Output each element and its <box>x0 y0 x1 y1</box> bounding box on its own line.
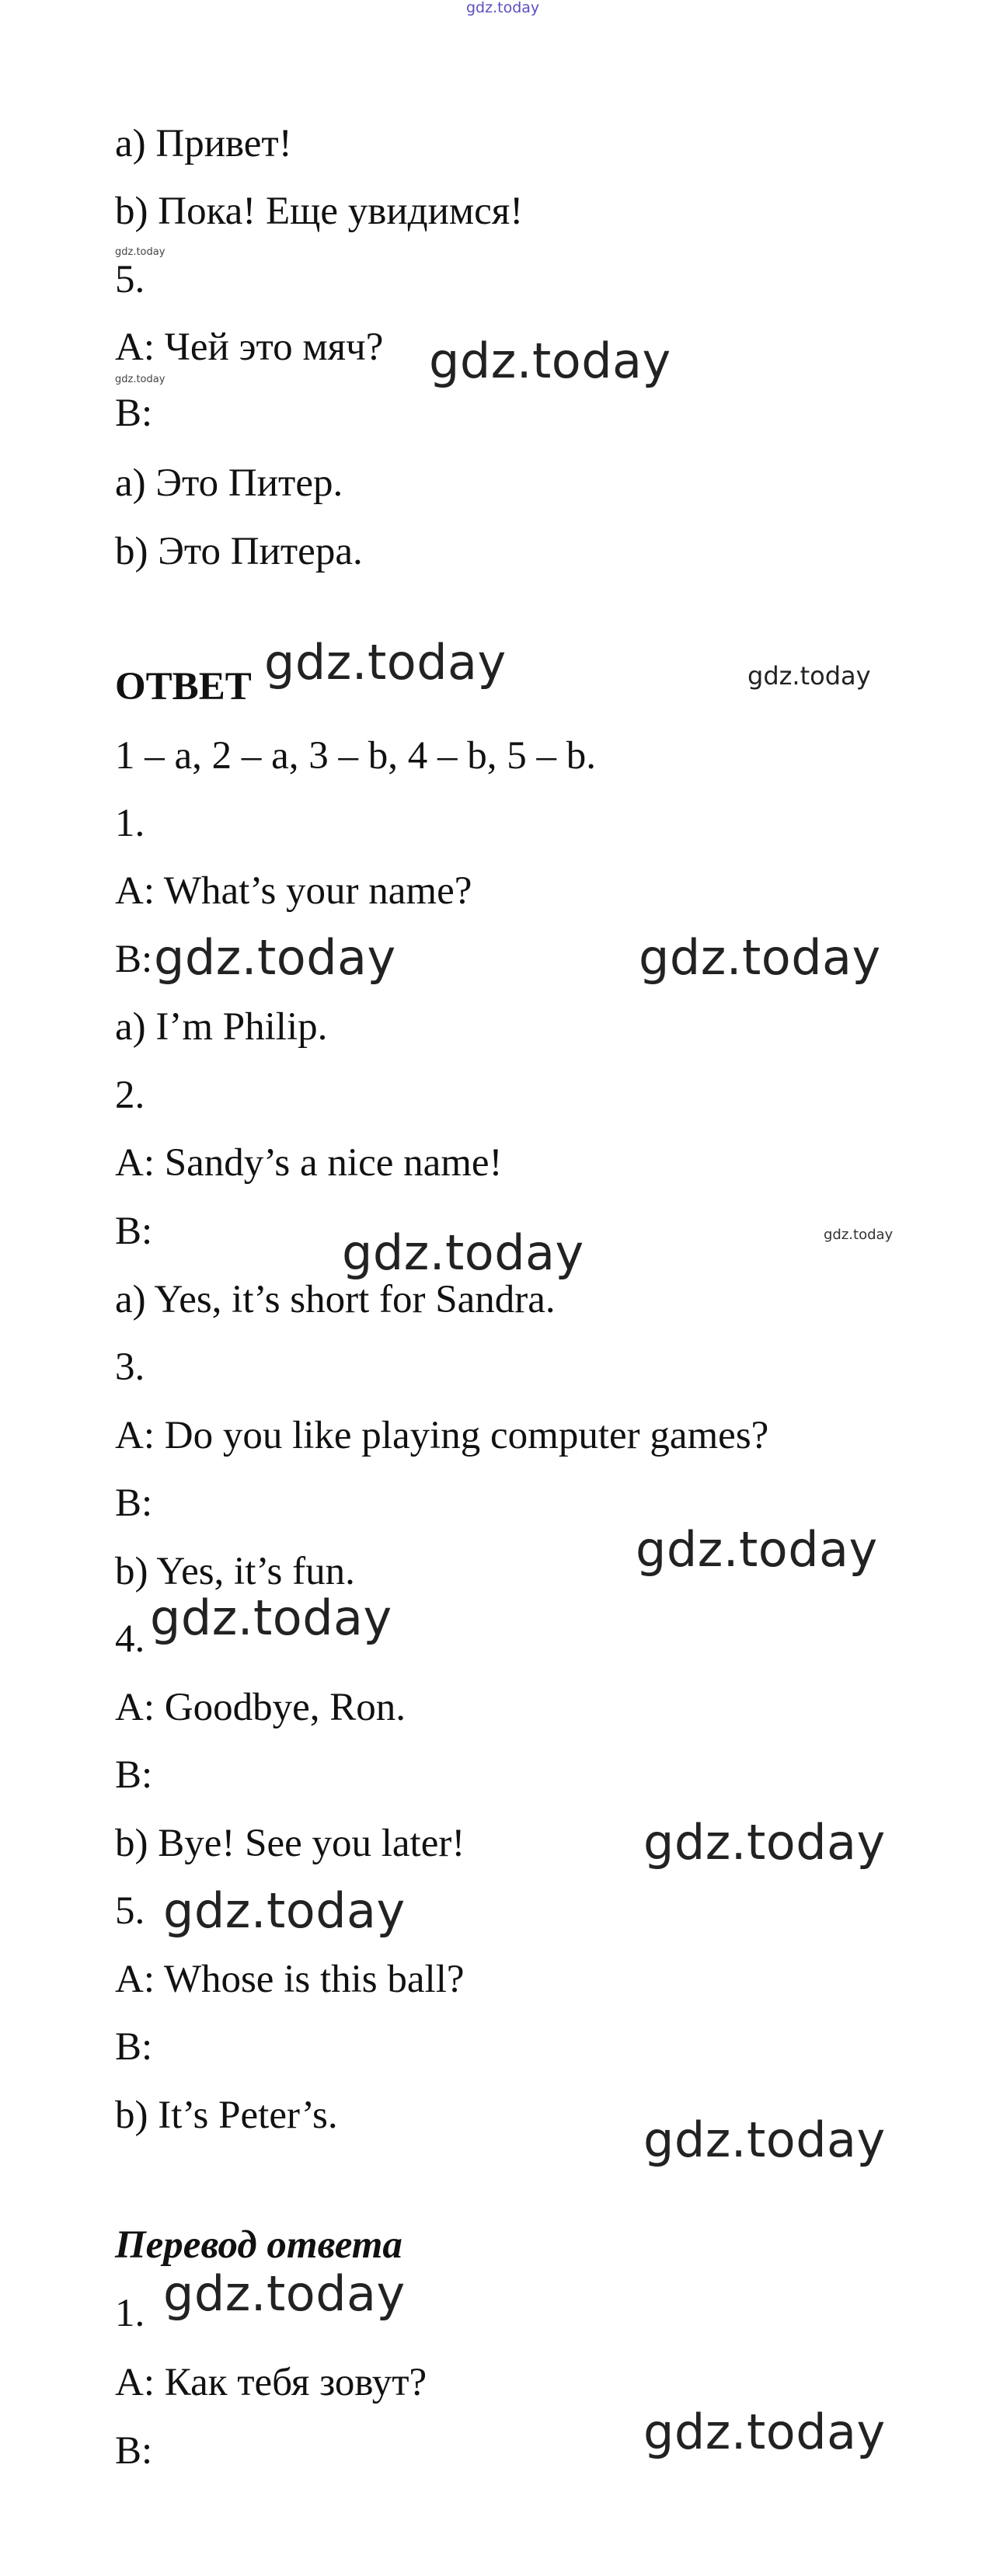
watermark: gdz.today <box>342 1224 584 1281</box>
answer-option: b) It’s Peter’s. <box>115 2094 338 2137</box>
watermark: gdz.today <box>429 332 671 389</box>
item-number: 1. <box>115 2292 145 2335</box>
watermark-top: gdz.today <box>466 0 540 16</box>
watermark-tiny: gdz.today <box>824 1227 894 1243</box>
answer-summary: 1 – a, 2 – a, 3 – b, 4 – b, 5 – b. <box>115 734 597 778</box>
dialogue-line-a: A: Whose is this ball? <box>115 1958 465 2001</box>
watermark: gdz.today <box>154 929 396 986</box>
watermark: gdz.today <box>150 1589 392 1646</box>
watermark: gdz.today <box>643 2111 886 2168</box>
item-number: 5. <box>115 1889 145 1933</box>
watermark: gdz.today <box>163 1882 406 1939</box>
option-line: b) Пока! Еще увидимся! <box>115 190 524 233</box>
watermark: gdz.today <box>636 1521 878 1578</box>
answer-option: a) Yes, it’s short for Sandra. <box>115 1278 556 1321</box>
dialogue-line-b: B: <box>115 1753 153 1797</box>
watermark: gdz.today <box>264 634 507 691</box>
watermark: gdz.today <box>643 2404 886 2460</box>
item-number: 1. <box>115 802 145 845</box>
dialogue-line-a: A: Do you like playing computer games? <box>115 1414 769 1457</box>
dialogue-line-a: A: Как тебя зовут? <box>115 2361 427 2404</box>
option-line: a) Привет! <box>115 122 292 165</box>
watermark-tiny: gdz.today <box>115 374 166 385</box>
item-number: 5. <box>115 258 145 301</box>
option-line: a) Это Питер. <box>115 461 343 505</box>
dialogue-line-a: A: What’s your name? <box>115 869 472 913</box>
answer-option: a) I’m Philip. <box>115 1005 328 1049</box>
watermark-tiny: gdz.today <box>115 246 166 258</box>
item-number: 2. <box>115 1074 145 1117</box>
item-number: 3. <box>115 1345 145 1389</box>
answer-heading: ОТВЕТ <box>115 665 252 708</box>
dialogue-line-a: A: Sandy’s a nice name! <box>115 1141 503 1185</box>
answer-option: b) Yes, it’s fun. <box>115 1550 355 1593</box>
dialogue-line-b: B: <box>115 1210 153 1253</box>
dialogue-line-b: B: <box>115 2429 153 2473</box>
option-line: b) Это Питера. <box>115 530 363 573</box>
item-number: 4. <box>115 1617 145 1661</box>
dialogue-line-a: A: Goodbye, Ron. <box>115 1686 406 1729</box>
dialogue-line-a: A: Чей это мяч? <box>115 325 384 369</box>
answer-option: b) Bye! See you later! <box>115 1822 465 1865</box>
dialogue-line-b: B: <box>115 1481 153 1525</box>
watermark: gdz.today <box>643 1814 886 1871</box>
watermark-small: gdz.today <box>747 661 871 691</box>
dialogue-line-b: B: <box>115 2025 153 2069</box>
watermark: gdz.today <box>639 929 881 986</box>
dialogue-line-b: B: <box>115 938 153 981</box>
watermark: gdz.today <box>163 2265 406 2322</box>
dialogue-line-b: B: <box>115 392 153 435</box>
translation-heading: Перевод ответа <box>115 2223 402 2267</box>
